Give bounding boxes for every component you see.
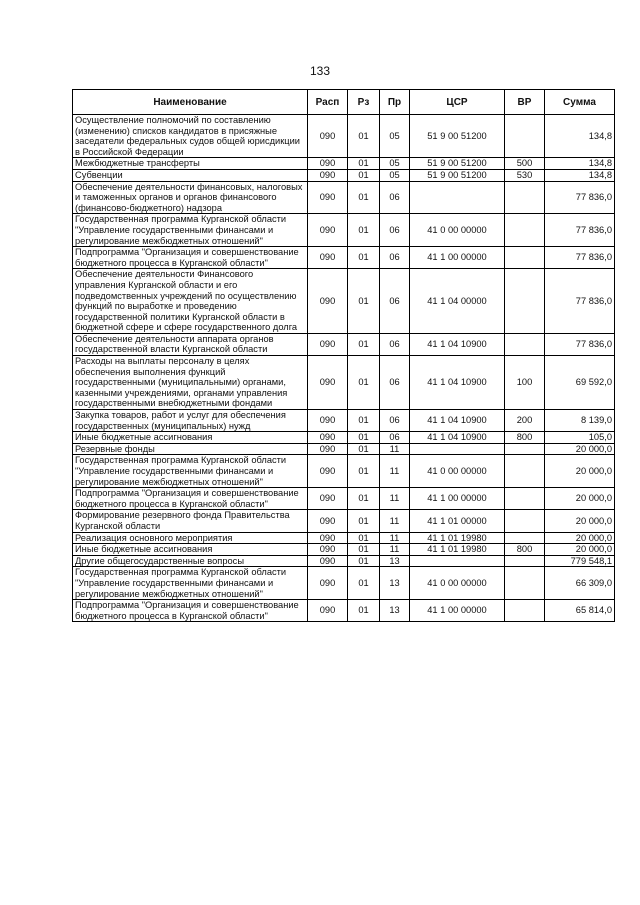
header-name: Наименование bbox=[73, 90, 308, 115]
cell-name: Резервные фонды bbox=[73, 443, 308, 455]
cell-rz: 01 bbox=[348, 432, 380, 444]
cell-rz: 01 bbox=[348, 333, 380, 355]
cell-rasp: 090 bbox=[308, 544, 348, 556]
cell-rz: 01 bbox=[348, 410, 380, 432]
cell-name: Другие общегосударственные вопросы bbox=[73, 555, 308, 567]
cell-rz: 01 bbox=[348, 443, 380, 455]
header-rasp: Расп bbox=[308, 90, 348, 115]
cell-sum: 77 836,0 bbox=[545, 247, 615, 269]
cell-vr bbox=[505, 455, 545, 488]
cell-csr bbox=[410, 181, 505, 214]
cell-rz: 01 bbox=[348, 158, 380, 170]
cell-rz: 01 bbox=[348, 169, 380, 181]
table-row bbox=[73, 600, 615, 622]
header-rz: Рз bbox=[348, 90, 380, 115]
cell-vr: 200 bbox=[505, 410, 545, 432]
cell-name: Государственная программа Курганской области "Управление государственными финансами и регулирование межбюджетных отношений" bbox=[73, 214, 308, 247]
cell-vr bbox=[505, 532, 545, 544]
cell-pr: 05 bbox=[380, 169, 410, 181]
cell-pr: 11 bbox=[380, 455, 410, 488]
cell-vr bbox=[505, 488, 545, 510]
cell-vr: 100 bbox=[505, 356, 545, 410]
cell-sum: 20 000,0 bbox=[545, 443, 615, 455]
cell-rasp: 090 bbox=[308, 555, 348, 567]
cell-pr: 06 bbox=[380, 356, 410, 410]
cell-rasp: 090 bbox=[308, 169, 348, 181]
cell-csr: 51 9 00 51200 bbox=[410, 158, 505, 170]
cell-name: Иные бюджетные ассигнования bbox=[73, 544, 308, 556]
cell-sum: 77 836,0 bbox=[545, 269, 615, 334]
cell-csr bbox=[410, 443, 505, 455]
budget-table bbox=[72, 89, 615, 622]
cell-rz: 01 bbox=[348, 455, 380, 488]
table-row bbox=[73, 510, 615, 532]
cell-rasp: 090 bbox=[308, 410, 348, 432]
cell-rasp: 090 bbox=[308, 158, 348, 170]
cell-rasp: 090 bbox=[308, 247, 348, 269]
cell-sum: 20 000,0 bbox=[545, 544, 615, 556]
cell-pr: 11 bbox=[380, 544, 410, 556]
cell-pr: 06 bbox=[380, 269, 410, 334]
cell-vr bbox=[505, 600, 545, 622]
table-row bbox=[73, 567, 615, 600]
table-header-row bbox=[73, 90, 615, 115]
cell-name: Осуществление полномочий по составлению (изменению) списков кандидатов в присяжные заседатели федеральных судов общей юрисдикции в Российской Федерации bbox=[73, 115, 308, 158]
cell-name: Подпрограмма "Организация и совершенствование бюджетного процесса в Курганской области" bbox=[73, 600, 308, 622]
cell-vr bbox=[505, 333, 545, 355]
cell-rz: 01 bbox=[348, 488, 380, 510]
cell-vr: 800 bbox=[505, 432, 545, 444]
header-csr: ЦСР bbox=[410, 90, 505, 115]
cell-vr bbox=[505, 567, 545, 600]
cell-sum: 77 836,0 bbox=[545, 333, 615, 355]
cell-rasp: 090 bbox=[308, 455, 348, 488]
cell-rasp: 090 bbox=[308, 510, 348, 532]
cell-pr: 11 bbox=[380, 488, 410, 510]
table-row bbox=[73, 181, 615, 214]
cell-rz: 01 bbox=[348, 544, 380, 556]
table-row bbox=[73, 169, 615, 181]
cell-csr: 41 1 00 00000 bbox=[410, 247, 505, 269]
cell-rz: 01 bbox=[348, 214, 380, 247]
table-row bbox=[73, 247, 615, 269]
cell-vr bbox=[505, 115, 545, 158]
table-row bbox=[73, 115, 615, 158]
cell-pr: 06 bbox=[380, 333, 410, 355]
cell-name: Реализация основного мероприятия bbox=[73, 532, 308, 544]
header-pr: Пр bbox=[380, 90, 410, 115]
cell-csr: 41 1 04 00000 bbox=[410, 269, 505, 334]
cell-csr: 41 1 01 00000 bbox=[410, 510, 505, 532]
table-row bbox=[73, 214, 615, 247]
cell-csr: 41 1 00 00000 bbox=[410, 488, 505, 510]
cell-pr: 11 bbox=[380, 510, 410, 532]
cell-rz: 01 bbox=[348, 115, 380, 158]
cell-rz: 01 bbox=[348, 600, 380, 622]
cell-csr: 41 1 04 10900 bbox=[410, 432, 505, 444]
cell-pr: 06 bbox=[380, 432, 410, 444]
cell-rasp: 090 bbox=[308, 532, 348, 544]
cell-csr: 41 0 00 00000 bbox=[410, 455, 505, 488]
cell-vr bbox=[505, 269, 545, 334]
table-row bbox=[73, 443, 615, 455]
cell-sum: 779 548,1 bbox=[545, 555, 615, 567]
cell-csr bbox=[410, 555, 505, 567]
cell-name: Подпрограмма "Организация и совершенствование бюджетного процесса в Курганской области" bbox=[73, 488, 308, 510]
cell-name: Межбюджетные трансферты bbox=[73, 158, 308, 170]
cell-name: Субвенции bbox=[73, 169, 308, 181]
cell-rasp: 090 bbox=[308, 443, 348, 455]
cell-csr: 41 1 01 19980 bbox=[410, 532, 505, 544]
cell-rasp: 090 bbox=[308, 488, 348, 510]
cell-pr: 06 bbox=[380, 410, 410, 432]
cell-sum: 134,8 bbox=[545, 169, 615, 181]
cell-sum: 20 000,0 bbox=[545, 455, 615, 488]
header-sum: Сумма bbox=[545, 90, 615, 115]
cell-name: Расходы на выплаты персоналу в целях обеспечения выполнения функций государственными (муниципальными) органами, казенными учреждениями, органами управления государственными внебюджетными фондами bbox=[73, 356, 308, 410]
table-row bbox=[73, 532, 615, 544]
cell-pr: 13 bbox=[380, 555, 410, 567]
table-row bbox=[73, 410, 615, 432]
cell-csr: 41 0 00 00000 bbox=[410, 567, 505, 600]
cell-name: Закупка товаров, работ и услуг для обеспечения государственных (муниципальных) нужд bbox=[73, 410, 308, 432]
cell-pr: 05 bbox=[380, 158, 410, 170]
cell-sum: 8 139,0 bbox=[545, 410, 615, 432]
cell-rz: 01 bbox=[348, 567, 380, 600]
cell-pr: 06 bbox=[380, 247, 410, 269]
cell-rasp: 090 bbox=[308, 356, 348, 410]
cell-vr bbox=[505, 214, 545, 247]
cell-vr bbox=[505, 510, 545, 532]
cell-rasp: 090 bbox=[308, 214, 348, 247]
table-row bbox=[73, 158, 615, 170]
cell-rasp: 090 bbox=[308, 432, 348, 444]
cell-vr bbox=[505, 443, 545, 455]
cell-csr: 51 9 00 51200 bbox=[410, 115, 505, 158]
cell-csr: 41 1 04 10900 bbox=[410, 333, 505, 355]
cell-vr: 500 bbox=[505, 158, 545, 170]
cell-sum: 69 592,0 bbox=[545, 356, 615, 410]
cell-csr: 41 1 04 10900 bbox=[410, 356, 505, 410]
cell-rasp: 090 bbox=[308, 333, 348, 355]
cell-csr: 41 0 00 00000 bbox=[410, 214, 505, 247]
cell-rasp: 090 bbox=[308, 600, 348, 622]
cell-name: Иные бюджетные ассигнования bbox=[73, 432, 308, 444]
cell-rz: 01 bbox=[348, 269, 380, 334]
cell-name: Государственная программа Курганской области "Управление государственными финансами и регулирование межбюджетных отношений" bbox=[73, 455, 308, 488]
cell-rz: 01 bbox=[348, 356, 380, 410]
table-row bbox=[73, 544, 615, 556]
cell-name: Обеспечение деятельности Финансового управления Курганской области и его подведомственных учреждений по осуществлению функций по выработке и проведению государственной политики Курганской области в бюджетной сфере и сфере государственного долга bbox=[73, 269, 308, 334]
header-vr: ВР bbox=[505, 90, 545, 115]
cell-sum: 20 000,0 bbox=[545, 510, 615, 532]
cell-pr: 06 bbox=[380, 181, 410, 214]
cell-sum: 20 000,0 bbox=[545, 488, 615, 510]
cell-rasp: 090 bbox=[308, 181, 348, 214]
cell-sum: 134,8 bbox=[545, 115, 615, 158]
table-row bbox=[73, 555, 615, 567]
cell-name: Формирование резервного фонда Правительства Курганской области bbox=[73, 510, 308, 532]
table-row bbox=[73, 488, 615, 510]
cell-pr: 11 bbox=[380, 532, 410, 544]
cell-vr: 800 bbox=[505, 544, 545, 556]
cell-name: Подпрограмма "Организация и совершенствование бюджетного процесса в Курганской области" bbox=[73, 247, 308, 269]
cell-pr: 13 bbox=[380, 600, 410, 622]
cell-rz: 01 bbox=[348, 532, 380, 544]
cell-csr: 41 1 01 19980 bbox=[410, 544, 505, 556]
cell-rasp: 090 bbox=[308, 269, 348, 334]
cell-rz: 01 bbox=[348, 181, 380, 214]
cell-pr: 13 bbox=[380, 567, 410, 600]
cell-vr bbox=[505, 555, 545, 567]
cell-pr: 06 bbox=[380, 214, 410, 247]
page-number: 133 bbox=[309, 64, 331, 78]
table-row bbox=[73, 432, 615, 444]
cell-vr: 530 bbox=[505, 169, 545, 181]
cell-rz: 01 bbox=[348, 555, 380, 567]
cell-sum: 66 309,0 bbox=[545, 567, 615, 600]
cell-sum: 134,8 bbox=[545, 158, 615, 170]
cell-name: Государственная программа Курганской области "Управление государственными финансами и регулирование межбюджетных отношений" bbox=[73, 567, 308, 600]
cell-sum: 20 000,0 bbox=[545, 532, 615, 544]
cell-sum: 77 836,0 bbox=[545, 214, 615, 247]
table-row bbox=[73, 269, 615, 334]
table-row bbox=[73, 333, 615, 355]
cell-csr: 41 1 00 00000 bbox=[410, 600, 505, 622]
cell-csr: 41 1 04 10900 bbox=[410, 410, 505, 432]
cell-sum: 77 836,0 bbox=[545, 181, 615, 214]
cell-rz: 01 bbox=[348, 510, 380, 532]
table-row bbox=[73, 455, 615, 488]
table-row bbox=[73, 356, 615, 410]
cell-sum: 65 814,0 bbox=[545, 600, 615, 622]
cell-vr bbox=[505, 247, 545, 269]
cell-name: Обеспечение деятельности финансовых, налоговых и таможенных органов и органов финансового (финансово-бюджетного) надзора bbox=[73, 181, 308, 214]
cell-name: Обеспечение деятельности аппарата органов государственной власти Курганской области bbox=[73, 333, 308, 355]
cell-sum: 105,0 bbox=[545, 432, 615, 444]
cell-rasp: 090 bbox=[308, 567, 348, 600]
cell-pr: 05 bbox=[380, 115, 410, 158]
cell-csr: 51 9 00 51200 bbox=[410, 169, 505, 181]
cell-rz: 01 bbox=[348, 247, 380, 269]
cell-rasp: 090 bbox=[308, 115, 348, 158]
cell-pr: 11 bbox=[380, 443, 410, 455]
cell-vr bbox=[505, 181, 545, 214]
